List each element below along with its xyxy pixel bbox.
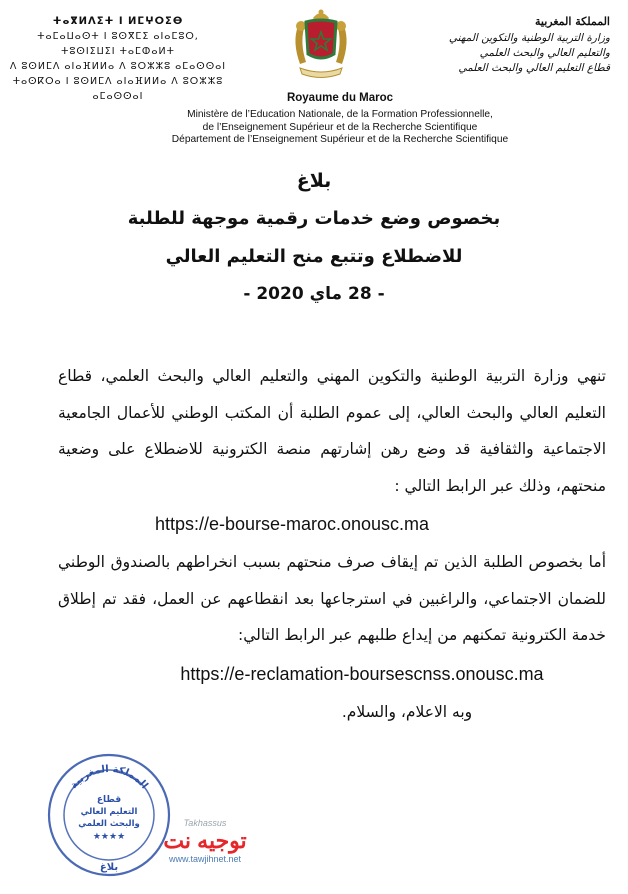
watermark-logo-text: توجيه نت — [163, 828, 247, 853]
kingdom-name-arabic: المملكة المغربية — [535, 15, 610, 28]
watermark-small-text: Takhassus — [183, 818, 227, 828]
ministry-line-tifinagh-2: ⴷ ⵓⵙⵍⵎⴷ ⴰⵏⴰⴼⵍⵍⴰ ⴷ ⵓⵔⵣⵣⵓ ⴰⵎⴰⵙⵙⴰⵏ — [9, 61, 227, 72]
stamp-stars: ★★★★ — [92, 832, 126, 842]
ministry-line-tifinagh-1: ⵜⴰⵎⴰⵡⴰⵙⵜ ⵏ ⵓⵙⴳⵎⵉ ⴰⵏⴰⵎⵓⵔ, ⵜⵓⵙⵏⵉⵡⵉⵏ ⵜⴰⵎⵀⴰⵍⵜ — [37, 31, 199, 57]
subject-line-2: للاضطلاع وتتبع منح التعليم العالي — [165, 246, 463, 267]
paragraph-1: تنهي وزارة التربية الوطنية والتكوين المهني والتعليم العالي والبحث العلمي، قطاع التعليم العالي والبحث العالي، إلى عموم الطلبة أن المكتب الوطني للأعمال الجامعية الاجتماعية والثقافية قد وضع رهن إشارتهم منصة الكترونية للاضطلاع على وضعية منحتهم، وذلك عبر الرابط التالي : — [58, 367, 606, 495]
ministry-line-french-3: Département de l’Enseignement Supérieur et de la Recherche Scientifique — [171, 134, 509, 145]
kingdom-name-french: Royaume du Maroc — [286, 92, 394, 104]
stamp-line-3: والبحث العلمي — [78, 819, 140, 829]
watermark-url: www.tawjihnet.net — [168, 854, 242, 864]
ministry-header-arabic — [440, 14, 610, 76]
notice-body — [58, 358, 606, 730]
notice-title: بلاغ — [296, 170, 332, 192]
stamp-line-2: التعليم العالي — [80, 807, 138, 817]
e-reclamation-link[interactable]: https://e-reclamation-boursescnss.onousc.ma — [180, 663, 544, 684]
coat-of-arms-icon — [286, 4, 356, 86]
subject-line-1: بخصوص وضع خدمات رقمية موجهة للطلبة — [127, 208, 501, 229]
closing-line: وبه الاعلام، والسلام. — [341, 702, 473, 721]
ministry-line-tifinagh-3: ⵜⴰⵙⴽⵔⴰ ⵏ ⵓⵙⵍⵎⴷ ⴰⵏⴰⴼⵍⵍⴰ ⴷ ⵓⵔⵣⵣⵓ ⴰⵎⴰⵙⵙⴰⵏ — [12, 76, 224, 102]
notice-date: - 28 ماي 2020 - — [243, 284, 385, 304]
ministry-line-french-2: de l’Enseignement Supérieur et de la Recherche Scientifique — [202, 121, 478, 133]
ministry-line-french-1: Ministère de l’Education Nationale, de la Formation Professionnelle, — [187, 109, 493, 120]
e-bourse-link[interactable]: https://e-bourse-maroc.onousc.ma — [154, 514, 430, 534]
stamp-top-text: المملكة المغربية — [68, 763, 150, 792]
svg-text:المملكة المغربية — [68, 764, 149, 791]
ministry-line-arabic-2: والتعليم العالي والبحث العلمي — [479, 47, 610, 59]
paragraph-2: أما بخصوص الطلبة الذين تم إيقاف صرف منحتهم بسبب انخراطهم بالصندوق الوطني للضمان الاجتماعي، والراغبين في استرجاعها بعد انقطاعهم عن العمل، فقد تم إطلاق خدمة الكترونية تمكنهم من إيداع طلبهم عبر الرابط التالي: — [58, 553, 606, 644]
stamp-bottom-text: بلاغ — [99, 862, 119, 873]
ministry-header-french — [140, 92, 540, 147]
stamp-line-1: قطاع — [96, 795, 122, 805]
notice-titles — [0, 170, 628, 322]
ministry-header-tifinagh — [8, 14, 228, 104]
kingdom-name-tifinagh: ⵜⴰⴳⵍⴷⵉⵜ ⵏ ⵍⵎⵖⵔⵉⴱ — [52, 16, 184, 27]
site-watermark — [150, 818, 260, 864]
ministry-line-arabic-1: وزارة التربية الوطنية والتكوين المهني — [448, 32, 610, 44]
ministry-line-arabic-3: قطاع التعليم العالي والبحث العلمي — [458, 62, 610, 74]
